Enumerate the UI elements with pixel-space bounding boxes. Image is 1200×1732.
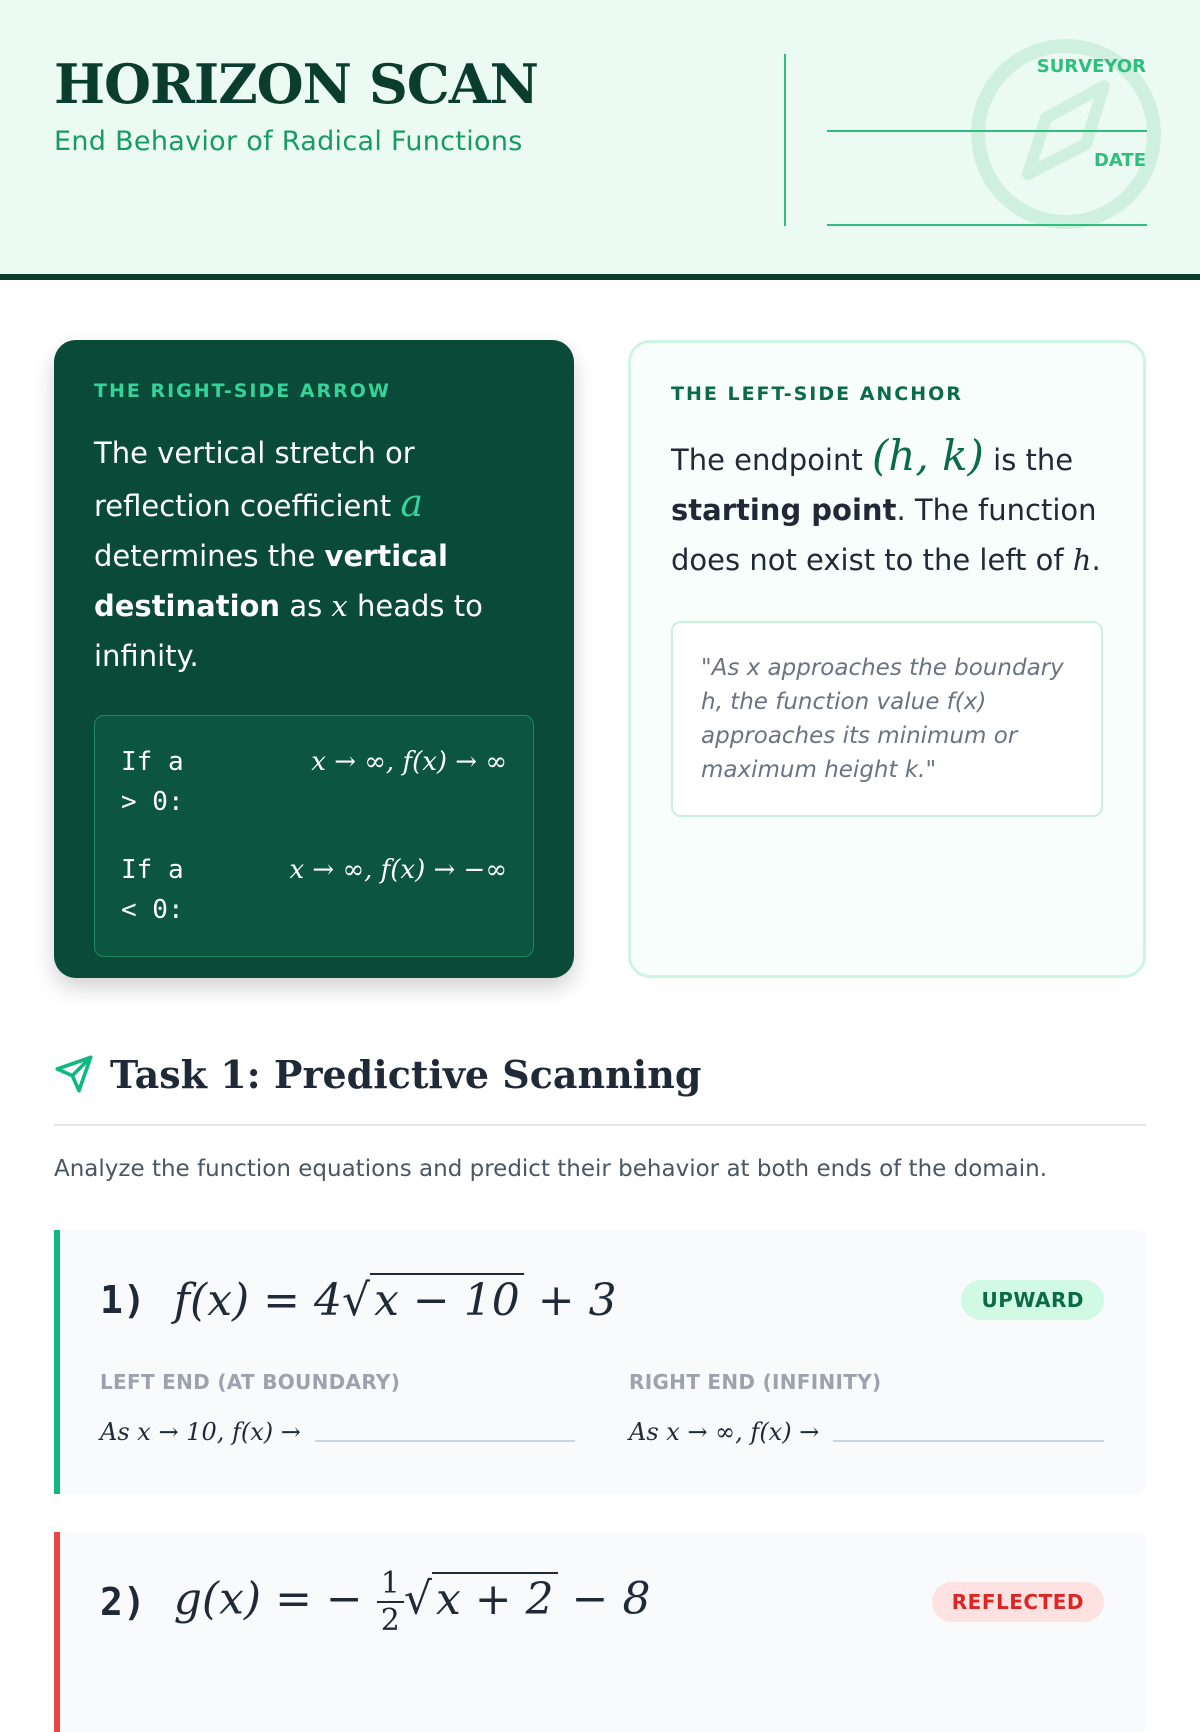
- text-segment: .: [1091, 543, 1101, 577]
- card-text: [94, 428, 534, 681]
- problem-header: [100, 1230, 1104, 1370]
- text-segment: determines the: [94, 539, 316, 573]
- problem-card: [54, 1532, 1146, 1732]
- equation-lhs: g(x) = −: [173, 1573, 363, 1625]
- text-segment: . The function does not exist to the left of: [671, 493, 1097, 577]
- date-label: DATE: [1093, 150, 1146, 171]
- problem-equation: 1) f(x) = 4√x − 10 + 3: [100, 1274, 617, 1326]
- coefficient-symbol: a: [400, 481, 423, 525]
- text-segment: is the: [993, 443, 1074, 477]
- rule-result: x → ∞, f(x) → ∞: [311, 747, 507, 777]
- left-end-answer: [100, 1418, 575, 1446]
- bold-text: vertical destination: [94, 539, 448, 623]
- send-icon: [54, 1054, 94, 1094]
- end-behavior-row: [100, 1370, 1104, 1446]
- rule-box: [94, 715, 534, 957]
- quote-box: "As x approaches the boundary h, the function value f(x) approaches its minimum or maximum height k.": [671, 621, 1103, 817]
- left-end-prompt: As x → 10, f(x) →: [100, 1418, 301, 1446]
- equation-tail: − 8: [571, 1573, 651, 1625]
- rule-condition: If a > 0:: [121, 747, 184, 817]
- card-eyebrow: THE RIGHT-SIDE ARROW: [94, 380, 391, 402]
- date-field[interactable]: [827, 224, 1147, 226]
- equation-fraction: [377, 1566, 404, 1638]
- text-segment: The endpoint: [671, 443, 863, 477]
- rule-row-negative: [121, 850, 507, 930]
- text-segment: as: [289, 589, 323, 623]
- task-divider: [54, 1124, 1146, 1126]
- problem-accent-bar: [54, 1532, 60, 1732]
- rule-row-positive: [121, 742, 507, 822]
- left-side-anchor-card: [628, 340, 1146, 978]
- right-end-label: RIGHT END (INFINITY): [629, 1370, 882, 1394]
- endpoint-symbol: (h, k): [871, 431, 984, 480]
- status-badge: REFLECTED: [932, 1582, 1104, 1622]
- right-end-prompt: As x → ∞, f(x) →: [629, 1418, 820, 1446]
- header-divider: [784, 54, 786, 226]
- problem-accent-bar: [54, 1230, 60, 1494]
- equation-radicand: x + 2: [432, 1572, 558, 1625]
- bold-text: starting point: [671, 493, 897, 527]
- surveyor-label: SURVEYOR: [1036, 56, 1146, 77]
- fraction-numerator: 1: [377, 1566, 404, 1603]
- text-segment: heads to infinity.: [94, 589, 483, 673]
- card-text: [671, 431, 1103, 585]
- problem-number: 1): [100, 1278, 146, 1322]
- problem-header: [100, 1532, 1104, 1672]
- right-end-answer-field[interactable]: [833, 1440, 1104, 1442]
- text-segment: The vertical stretch or reflection coefficient: [94, 436, 415, 523]
- task-title: Task 1: Predictive Scanning: [110, 1051, 702, 1097]
- left-end-label: LEFT END (AT BOUNDARY): [100, 1370, 401, 1394]
- problem-card: [54, 1230, 1146, 1494]
- right-end-column: [629, 1370, 1104, 1446]
- page-subtitle: End Behavior of Radical Functions: [54, 126, 523, 157]
- equation-radicand: x − 10: [370, 1273, 524, 1326]
- fraction-denominator: 2: [380, 1603, 400, 1638]
- page-title: HORIZON SCAN: [54, 52, 539, 116]
- task-description: Analyze the function equations and predict their behavior at both ends of the domain.: [54, 1156, 1048, 1182]
- equation-tail: + 3: [537, 1274, 617, 1326]
- variable-symbol: x: [331, 589, 348, 623]
- worksheet-header: [0, 0, 1200, 280]
- left-end-column: [100, 1370, 575, 1446]
- status-badge: UPWARD: [961, 1280, 1104, 1320]
- problem-number: 2): [100, 1580, 146, 1624]
- right-side-arrow-card: [54, 340, 574, 978]
- rule-result: x → ∞, f(x) → −∞: [289, 855, 507, 885]
- card-eyebrow: THE LEFT-SIDE ANCHOR: [671, 383, 963, 405]
- rule-condition: If a < 0:: [121, 855, 184, 925]
- left-end-answer-field[interactable]: [315, 1440, 575, 1442]
- right-end-answer: [629, 1418, 1104, 1446]
- equation-lhs: f(x) = 4: [173, 1274, 343, 1326]
- problem-equation: 2) g(x) = − $\frac{1}{2}$ √x + 2 − 8: [100, 1566, 651, 1638]
- task-title-row: [54, 1046, 1146, 1102]
- task-header: [54, 1046, 1146, 1126]
- surveyor-field[interactable]: [827, 130, 1147, 132]
- variable-symbol: h: [1072, 543, 1092, 577]
